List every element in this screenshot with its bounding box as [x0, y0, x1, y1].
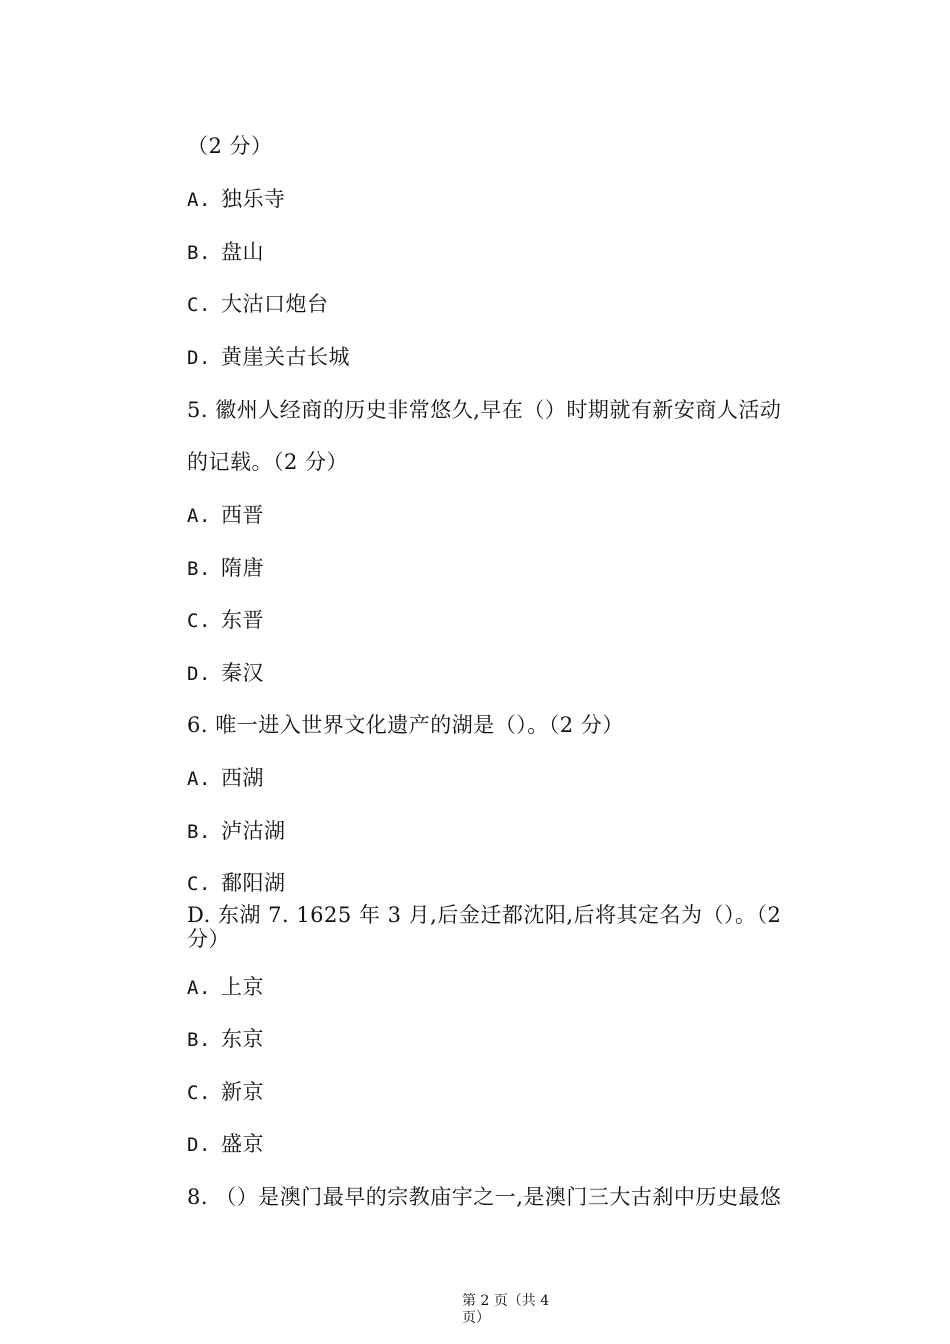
- option-text: 泸沽湖: [221, 819, 286, 843]
- option-a: [187, 765, 264, 792]
- option-c: [187, 1079, 264, 1106]
- option-d: [187, 1131, 264, 1158]
- line-text: 6. 唯一进入世界文化遗产的湖是（）。（2 分）: [187, 713, 624, 737]
- option-d-and-question-7-stem: [187, 903, 812, 951]
- option-letter: B.: [187, 821, 211, 843]
- option-text: 黄崖关古长城: [221, 345, 350, 369]
- option-text: 东晋: [221, 608, 264, 632]
- question-8-stem: [187, 1184, 781, 1210]
- option-d: [187, 344, 350, 371]
- line-text: （2 分）: [187, 134, 273, 158]
- option-a: [187, 186, 286, 213]
- option-text: 秦汉: [221, 661, 264, 685]
- question-5-stem: [187, 397, 781, 423]
- option-c: [187, 607, 264, 634]
- page-number-footer: 第 2 页（共 4 页）: [462, 1293, 550, 1326]
- option-text: 新京: [221, 1080, 264, 1104]
- option-text: 隋唐: [221, 556, 264, 580]
- question-5-stem-cont: [187, 449, 348, 475]
- option-b: [187, 818, 286, 845]
- option-text: 东京: [221, 1027, 264, 1051]
- option-c: [187, 291, 329, 318]
- option-text: 盛京: [221, 1132, 264, 1156]
- line-text: 5. 徽州人经商的历史非常悠久,早在（）时期就有新安商人活动: [187, 398, 782, 422]
- option-letter: C.: [187, 873, 211, 895]
- option-text: 独乐寺: [221, 187, 286, 211]
- option-b: [187, 239, 264, 266]
- option-letter: B.: [187, 558, 211, 580]
- question-4-score: [187, 133, 273, 159]
- option-letter: D.: [187, 663, 211, 685]
- option-a: [187, 974, 264, 1001]
- option-letter: D.: [187, 347, 211, 369]
- option-letter: B.: [187, 242, 211, 264]
- line-text: 8. （）是澳门最早的宗教庙宇之一,是澳门三大古刹中历史最悠: [187, 1185, 782, 1209]
- line-text: 的记载。（2 分）: [187, 450, 349, 474]
- option-letter: A.: [187, 977, 211, 999]
- option-text: 西湖: [221, 766, 264, 790]
- option-text: 西晋: [221, 503, 264, 527]
- option-a: [187, 502, 264, 529]
- option-b: [187, 1026, 264, 1053]
- option-text: 盘山: [221, 240, 264, 264]
- option-letter: A.: [187, 768, 211, 790]
- option-letter: A.: [187, 189, 211, 211]
- option-letter: B.: [187, 1029, 211, 1051]
- option-text: 大沽口炮台: [221, 292, 329, 316]
- option-c: [187, 870, 286, 897]
- line-text: D. 东湖 7. 1625 年 3 月,后金迁都沈阳,后将其定名为（）。（2 分）: [187, 903, 782, 951]
- option-letter: D.: [187, 1134, 211, 1156]
- option-text: 上京: [221, 975, 264, 999]
- option-text: 鄱阳湖: [221, 871, 286, 895]
- option-b: [187, 555, 264, 582]
- question-6-stem: [187, 712, 624, 738]
- option-letter: C.: [187, 610, 211, 632]
- option-letter: C.: [187, 1082, 211, 1104]
- option-letter: C.: [187, 294, 211, 316]
- option-d: [187, 660, 264, 687]
- option-letter: A.: [187, 505, 211, 527]
